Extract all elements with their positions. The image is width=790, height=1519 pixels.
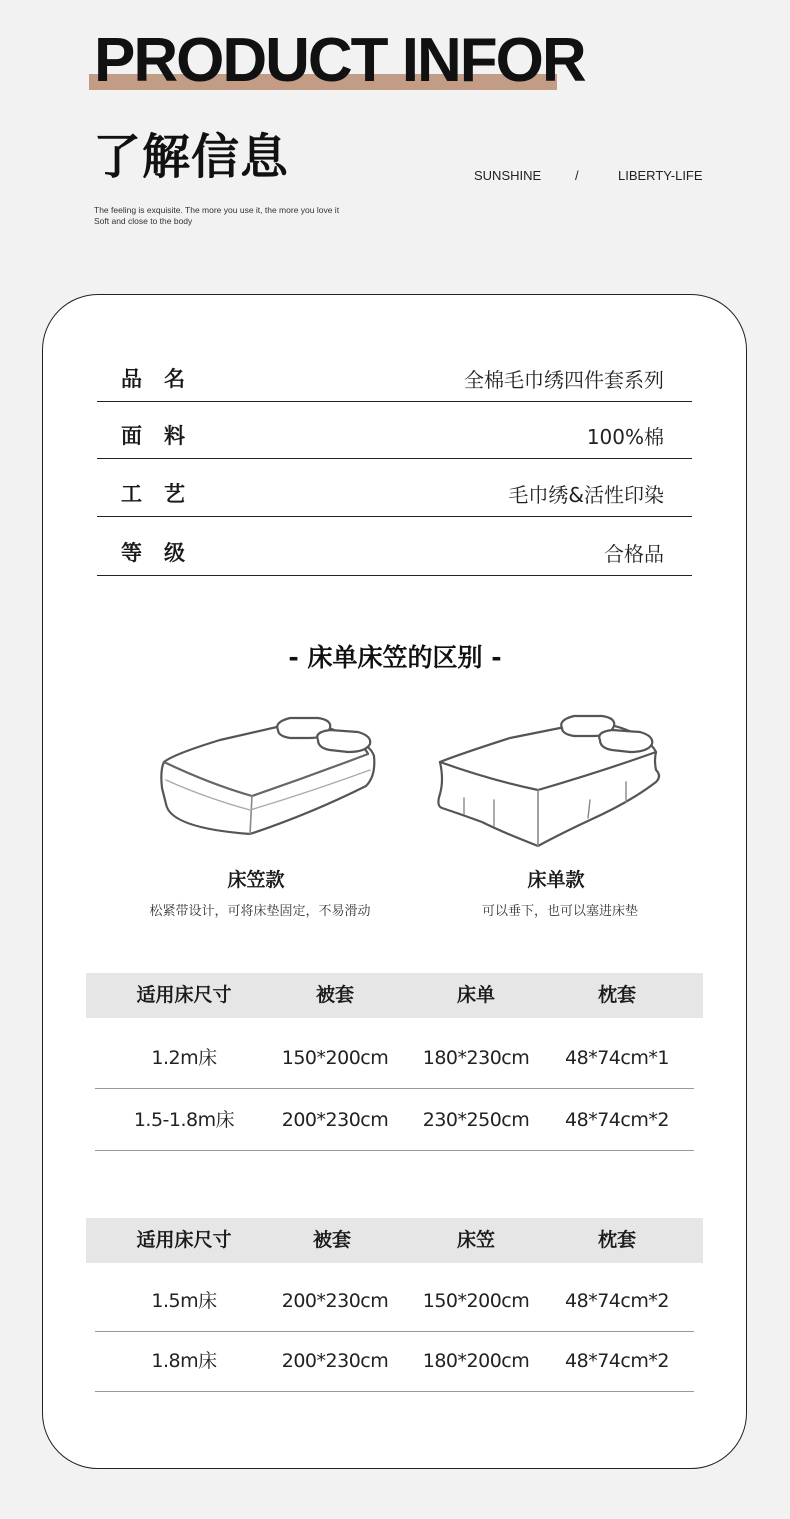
table-row [95,1270,694,1332]
fitted-sheet-desc: 松紧带设计，可将床垫固定，不易滑动 [149,904,371,919]
size-table-fitted [86,1218,703,1392]
spec-value: 合格品 [604,542,664,566]
tagline [94,205,339,227]
spec-key: 工艺 [121,482,207,506]
spec-row-grade [97,518,692,576]
tagline-line-2: Soft and close to the body [94,216,193,226]
table-cell: 150*200cm [422,1290,530,1312]
fitted-sheet-label: 床笠款 [227,869,285,891]
spec-row-name [97,344,692,402]
table-row [95,1330,694,1392]
spec-row-craft [97,459,692,517]
table-header-cell: 枕套 [597,1229,636,1251]
table-header-cell: 被套 [315,984,354,1006]
table-header [86,1218,703,1263]
table-cell: 200*230cm [281,1290,389,1312]
spec-row-fabric [97,401,692,459]
table-cell: 48*74cm*2 [565,1350,669,1372]
table-cell: 1.5m床 [151,1290,217,1312]
spec-value: 毛巾绣&活性印染 [508,483,664,507]
spec-value: 100%棉 [586,425,664,449]
table-cell: 230*250cm [422,1109,530,1131]
table-cell: 180*230cm [422,1047,530,1069]
fitted-sheet-bed-icon [150,710,390,845]
table-cell: 48*74cm*2 [565,1109,669,1131]
table-header-cell: 床单 [456,984,495,1006]
table-cell: 48*74cm*1 [565,1047,669,1069]
brand-liberty-life: LIBERTY-LIFE [618,168,703,183]
spec-value: 全棉毛巾绣四件套系列 [464,368,664,392]
difference-section-title: - 床单床笠的区别 - [288,643,502,672]
brand-separator: / [575,168,579,183]
table-cell: 1.8m床 [151,1350,217,1372]
table-header-cell: 枕套 [597,984,636,1006]
size-table-flat [86,973,703,1151]
spec-key: 等级 [121,541,207,565]
tagline-line-1: The feeling is exquisite. The more you use it, the more you love it [94,205,340,215]
table-header-cell: 床笠 [456,1229,495,1251]
table-cell: 1.5-1.8m床 [133,1109,235,1131]
table-header-cell: 被套 [312,1229,351,1251]
table-cell: 180*200cm [422,1350,530,1372]
spec-key: 面料 [121,424,207,448]
table-row [95,1089,694,1151]
table-header-cell: 适用床尺寸 [136,984,232,1006]
table-cell: 1.2m床 [151,1047,217,1069]
table-row [95,1027,694,1089]
spec-key: 品名 [121,367,207,391]
table-cell: 150*200cm [281,1047,389,1069]
table-header [86,973,703,1018]
flat-sheet-bed-icon [430,710,670,855]
table-cell: 200*230cm [281,1109,389,1131]
page-title-en: PRODUCT INFOR [94,26,585,95]
table-cell: 48*74cm*2 [565,1290,669,1312]
page-title-cn: 了解信息 [93,129,290,185]
flat-sheet-label: 床单款 [527,869,585,891]
table-header-cell: 适用床尺寸 [136,1229,232,1251]
brand-sunshine: SUNSHINE [474,168,542,183]
flat-sheet-desc: 可以垂下，也可以塞进床垫 [481,904,638,919]
table-cell: 200*230cm [281,1350,389,1372]
